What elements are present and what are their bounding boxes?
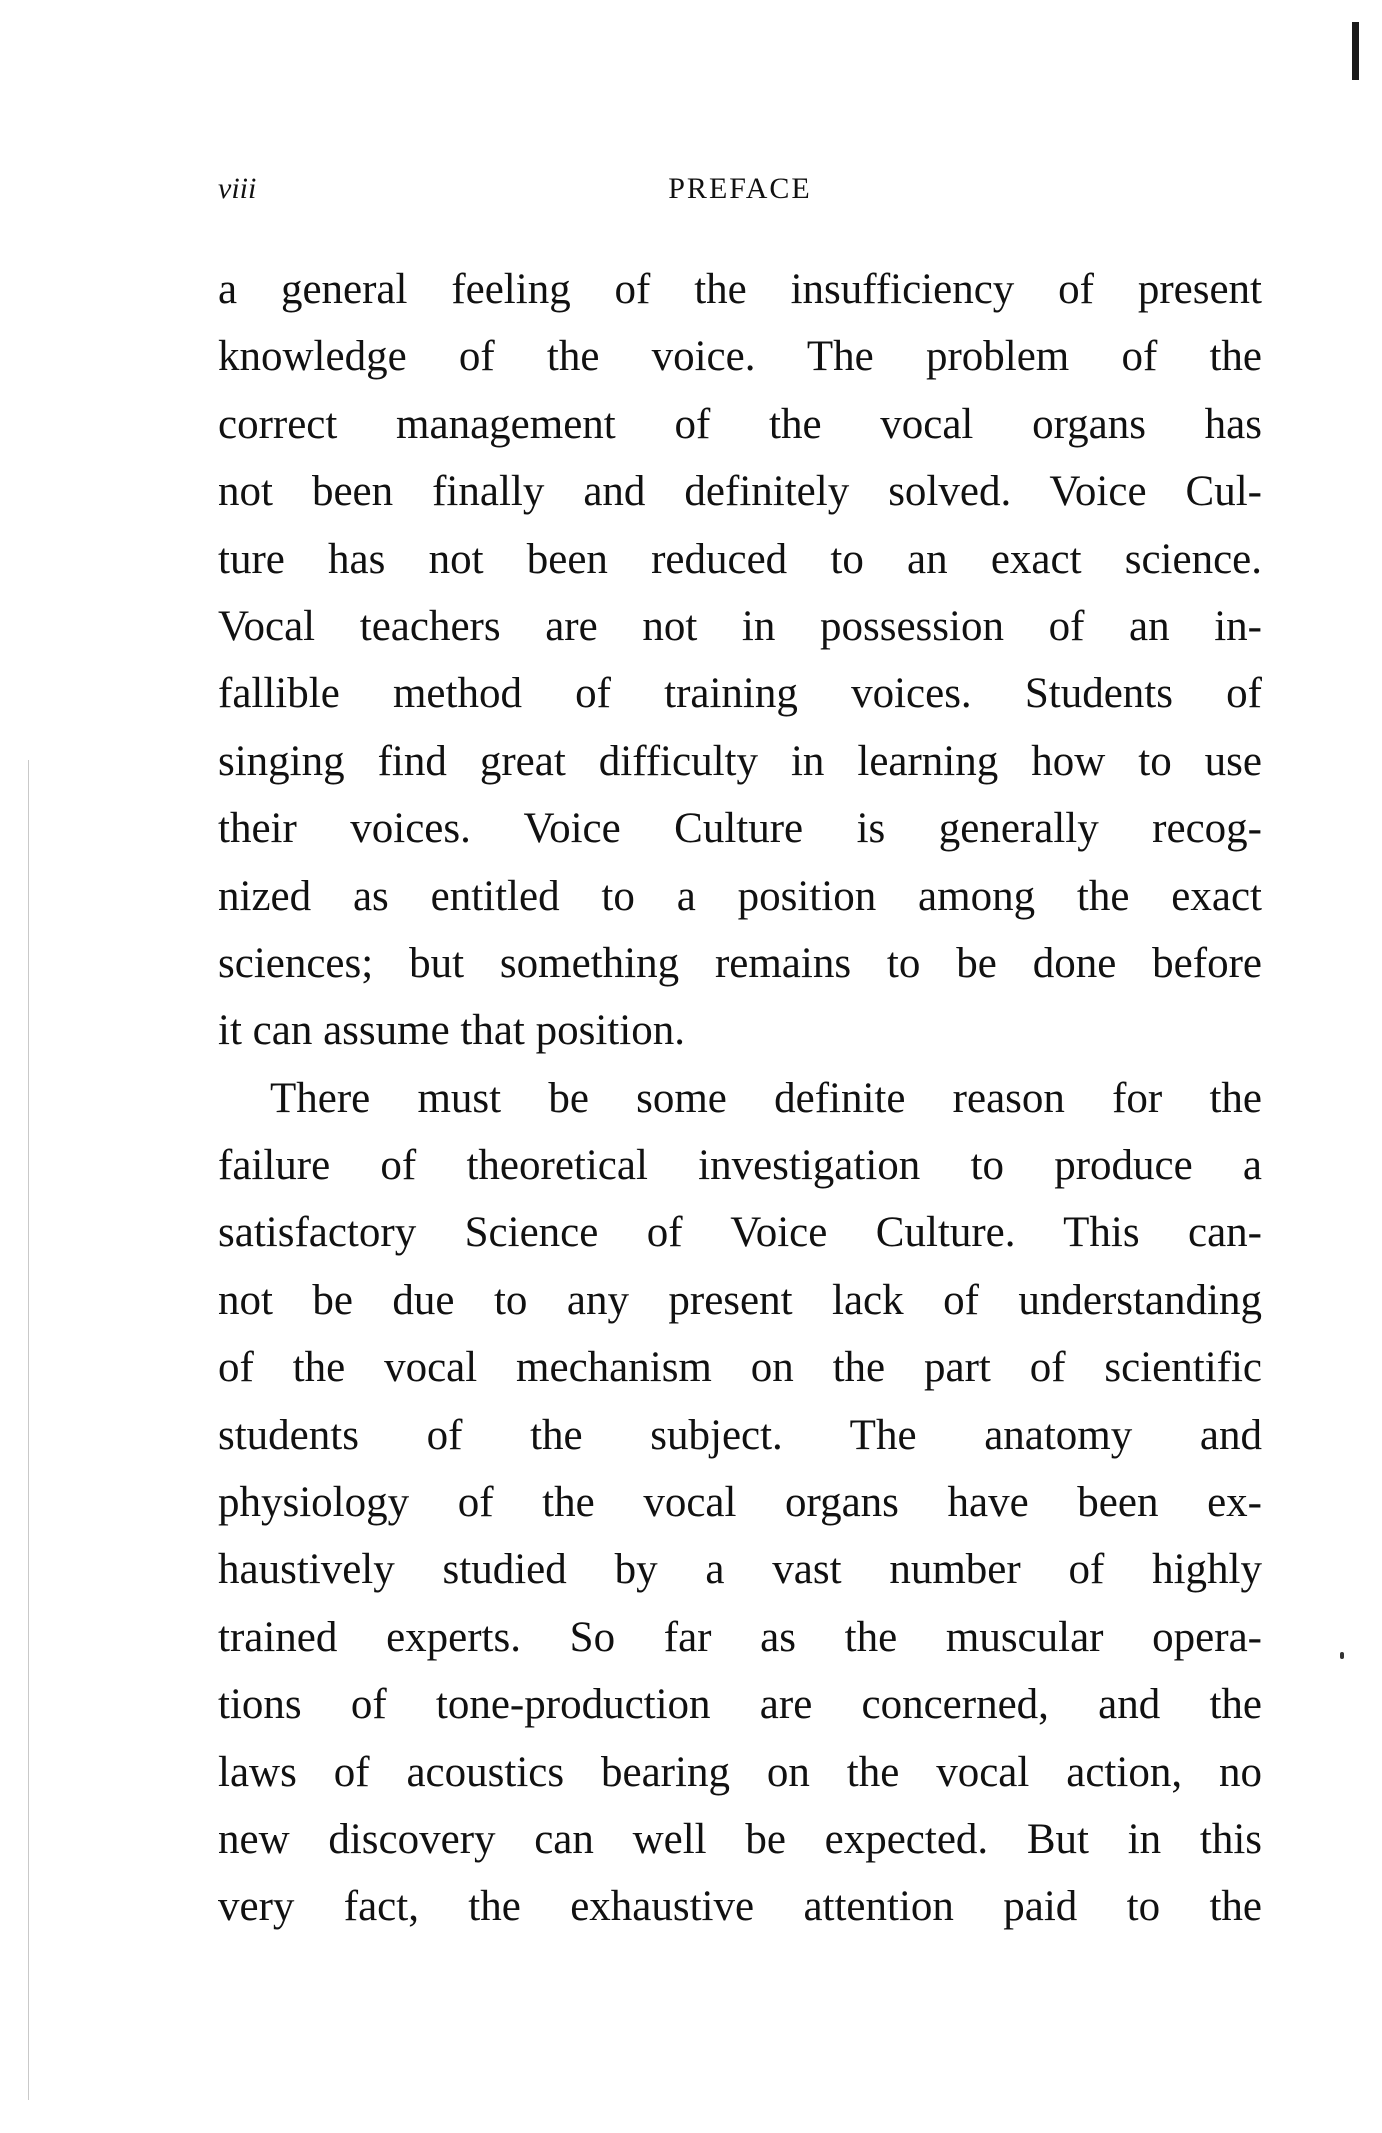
text-line: tions of tone-production are concerned, and the (218, 1681, 1262, 1729)
scan-speck (1340, 1652, 1344, 1659)
text-line: singing find great difficulty in learning how to use (218, 737, 1262, 785)
text-line: fallible method of training voices. Students of (218, 670, 1262, 718)
text-line: sciences; but something remains to be done before (218, 939, 1262, 987)
text-line: satisfactory Science of Voice Culture. This can- (218, 1209, 1262, 1257)
page-number: viii (218, 172, 257, 205)
text-line: very fact, the exhaustive attention paid to the (218, 1883, 1262, 1931)
paragraph (218, 256, 1262, 1065)
text-line: not be due to any present lack of understanding (218, 1276, 1262, 1324)
text-line: not been finally and definitely solved. Voice Cul- (218, 468, 1262, 516)
text-line: Vocal teachers are not in possession of an in- (218, 602, 1262, 650)
running-head (218, 168, 1262, 218)
text-line: it can assume that position. (218, 1007, 685, 1055)
paragraph (218, 1065, 1262, 1941)
text-line: knowledge of the voice. The problem of the (218, 333, 1262, 381)
text-line: haustively studied by a vast number of highly (218, 1546, 1262, 1594)
text-line: failure of theoretical investigation to produce a (218, 1142, 1262, 1190)
text-line: nized as entitled to a position among the exact (218, 872, 1262, 920)
text-line: a general feeling of the insufficiency of present (218, 266, 1262, 313)
text-line: students of the subject. The anatomy and (218, 1411, 1262, 1459)
page-gutter-shadow (28, 760, 29, 2100)
text-line: correct management of the vocal organs has (218, 400, 1262, 448)
text-line: physiology of the vocal organs have been ex- (218, 1479, 1262, 1527)
body-text (218, 256, 1262, 1941)
page-title: PREFACE (668, 172, 812, 205)
scan-edge-mark (1352, 22, 1359, 80)
text-line: of the vocal mechanism on the part of scientific (218, 1344, 1262, 1392)
text-line: their voices. Voice Culture is generally recog- (218, 805, 1262, 853)
text-line: laws of acoustics bearing on the vocal action, no (218, 1748, 1262, 1796)
text-line: new discovery can well be expected. But in this (218, 1815, 1262, 1863)
text-line: trained experts. So far as the muscular opera- (218, 1613, 1262, 1661)
text-line: There must be some definite reason for the (270, 1074, 1262, 1122)
text-line: ture has not been reduced to an exact science. (218, 535, 1262, 583)
